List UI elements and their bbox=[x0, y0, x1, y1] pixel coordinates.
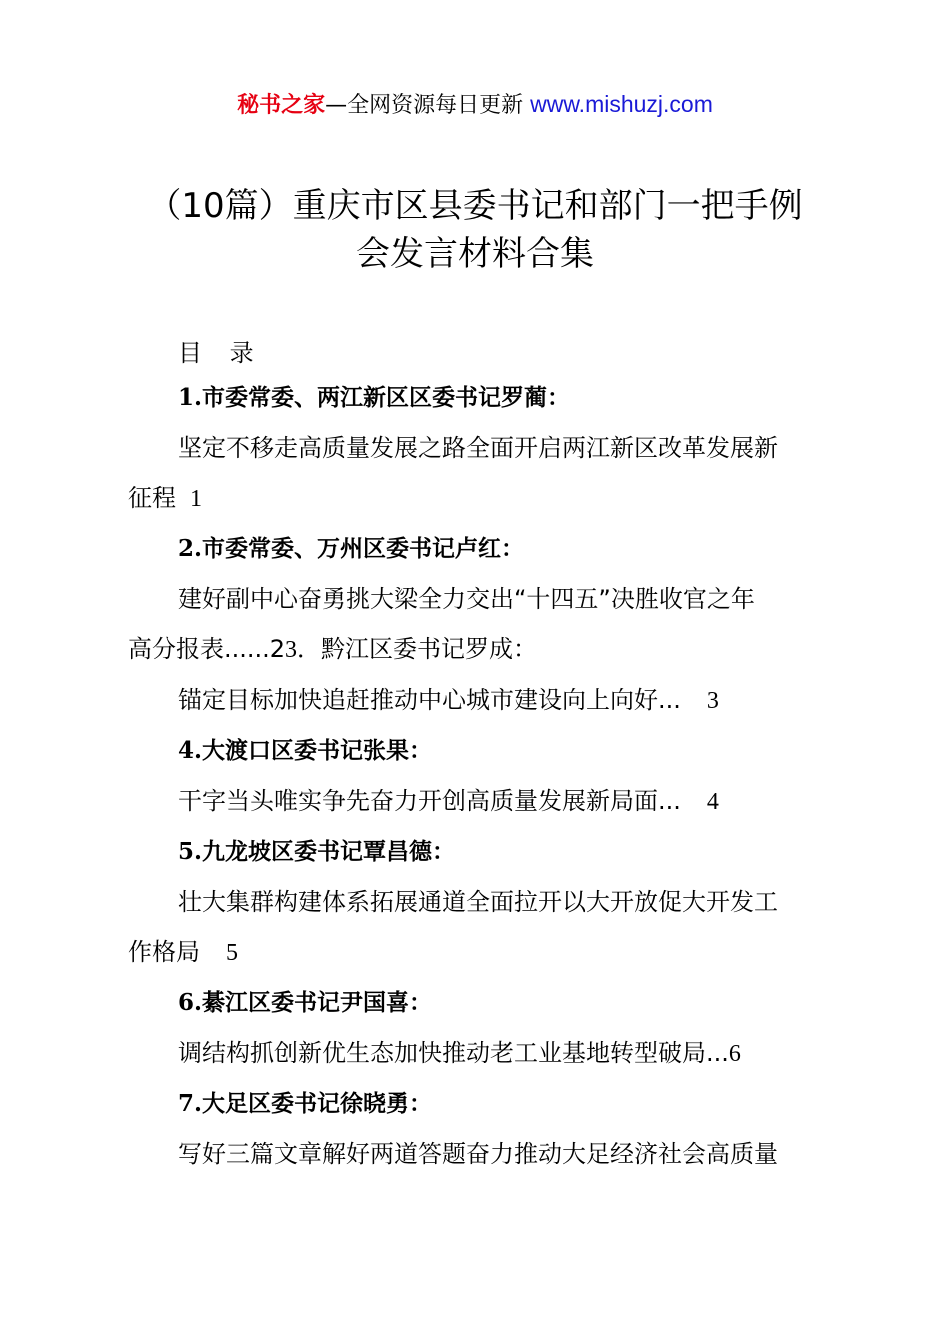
document-title bbox=[60, 182, 890, 278]
table-of-contents bbox=[128, 333, 834, 1179]
header-tagline: —全网资源每日更新 bbox=[325, 93, 524, 118]
toc-entry-author: 4.大渡口区委书记张果： bbox=[178, 737, 433, 764]
toc-entry-author: 1.市委常委、两江新区区委书记罗蔺： bbox=[178, 384, 571, 411]
toc-page-number: 6 bbox=[728, 1041, 741, 1067]
toc-entry-author: 2.市委常委、万州区委书记卢红： bbox=[178, 535, 525, 562]
toc-entry-title[interactable]: 写好三篇文章解好两道答题奋力推动大足经济社会高质量 bbox=[178, 1140, 778, 1168]
title-line-2: 会发言材料合集 bbox=[356, 234, 594, 274]
site-header bbox=[0, 88, 950, 122]
toc-entry-title[interactable] bbox=[128, 776, 834, 827]
site-url-link[interactable]: www.mishuzj.com bbox=[530, 91, 713, 117]
toc-entry-title-cont[interactable] bbox=[128, 473, 834, 524]
toc-page-number: 1 bbox=[190, 486, 202, 512]
toc-entry-author: 6.綦江区委书记尹国喜： bbox=[178, 989, 433, 1016]
toc-entry-author: 7.大足区委书记徐晓勇： bbox=[178, 1090, 433, 1117]
toc-page-number: 3．黔江区委书记罗成： bbox=[285, 637, 538, 663]
toc-entry-author: 5.九龙坡区委书记覃昌德： bbox=[178, 838, 456, 865]
toc-entry-title-text: 作格局 bbox=[128, 938, 200, 966]
brand-name: 秘书之家 bbox=[237, 93, 326, 118]
toc-page-number: 3 bbox=[706, 688, 719, 714]
toc-entry-title-cont[interactable] bbox=[128, 624, 834, 675]
toc-page-number: 4 bbox=[706, 789, 719, 815]
toc-entry-title-cont[interactable] bbox=[128, 927, 834, 978]
toc-entry-title[interactable]: 坚定不移走高质量发展之路全面开启两江新区改革发展新 bbox=[178, 434, 778, 462]
toc-entry-title-text: 干字当头唯实争先奋力开创高质量发展新局面... bbox=[178, 787, 681, 815]
toc-page-number: 5 bbox=[226, 940, 238, 966]
toc-entry-title-text: 高分报表......2 bbox=[128, 635, 286, 663]
toc-entry-title[interactable] bbox=[128, 675, 834, 726]
toc-heading: 目 录 bbox=[178, 339, 264, 367]
toc-entry-title-text: 调结构抓创新优生态加快推动老工业基地转型破局... bbox=[178, 1039, 729, 1067]
toc-entry-title-text: 征程 bbox=[128, 484, 176, 512]
title-line-1: （10篇）重庆市区县委书记和部门一把手例 bbox=[147, 186, 803, 226]
toc-entry-title-text: 锚定目标加快追赶推动中心城市建设向上向好... bbox=[178, 686, 681, 714]
toc-entry-title[interactable]: 建好副中心奋勇挑大梁全力交出“十四五”决胜收官之年 bbox=[178, 585, 755, 613]
toc-entry-title[interactable] bbox=[128, 1028, 834, 1079]
toc-entry-title[interactable]: 壮大集群构建体系拓展通道全面拉开以大开放促大开发工 bbox=[178, 888, 778, 916]
